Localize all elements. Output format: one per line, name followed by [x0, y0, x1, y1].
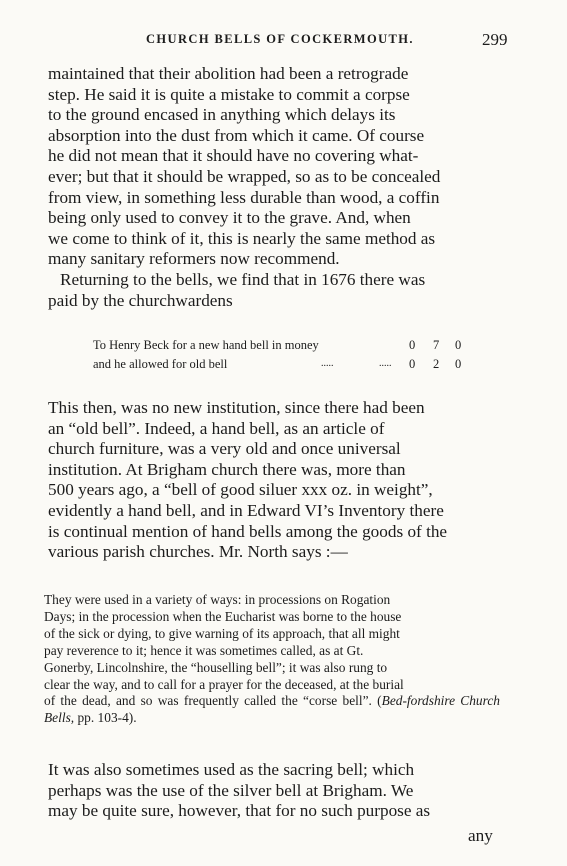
text-line: This then, was no new institution, since there had been: [48, 398, 425, 417]
block-quotation: [44, 592, 500, 727]
text-line: an “old bell”. Indeed, a hand bell, as an article of: [48, 418, 385, 438]
running-title: CHURCH BELLS OF COCKERMOUTH.: [146, 32, 414, 46]
running-header: [0, 30, 567, 50]
text-line: 500 years ago, a “bell of good siluer xxx oz. in weight”,: [48, 480, 433, 500]
text-line: step. He said it is quite a mistake to commit a corpse: [48, 84, 410, 104]
quote-line: clear the way, and to call for a prayer for the deceased, at the burial: [44, 676, 404, 692]
text-line: perhaps was the use of the silver bell at Brigham. We: [48, 780, 414, 800]
paragraph-hand-bell: [48, 398, 508, 563]
ledger-amount-c: 0: [455, 338, 462, 352]
text-line: we come to think of it, this is nearly the same method as: [48, 228, 436, 248]
catchword: any: [468, 826, 493, 845]
text-line: absorption into the dust from which it came. Of course: [48, 125, 425, 145]
ledger-row: [93, 355, 473, 374]
citation-title: Bed-fordshire Church Bells,: [44, 693, 500, 726]
text-line: to the ground encased in anything which delays its: [48, 105, 396, 125]
quote-line: pay reverence to it; hence it was sometimes called, as at Gt.: [44, 642, 364, 658]
text-line: may be quite sure, however, that for no such purpose as: [48, 801, 431, 821]
paragraph-burial-practice: [48, 64, 508, 311]
text-line: from view, in something less durable than wood, a coffin: [48, 187, 440, 207]
text-line: institution. At Brigham church there was, more than: [48, 459, 406, 479]
quote-line: Days; in the procession when the Eucharist was borne to the house: [44, 608, 402, 624]
ledger-leader-dots: .....: [321, 357, 334, 369]
ledger-row: [93, 336, 473, 355]
text-line: being only used to convey it to the grave. And, when: [48, 208, 411, 228]
ledger-description: To Henry Beck for a new hand bell in money: [93, 338, 319, 352]
text-line: paid by the churchwardens: [48, 290, 233, 310]
text-line: maintained that their abolition had been a retrograde: [48, 64, 409, 83]
text-line: he did not mean that it should have no covering what-: [48, 146, 419, 166]
ledger-leader-dots: .....: [379, 357, 392, 369]
ledger-amount-b: 7: [433, 338, 440, 352]
text-line: Returning to the bells, we find that in 1676 there was: [60, 269, 426, 289]
text-line: church furniture, was a very old and once universal: [48, 439, 401, 459]
quote-line: Gonerby, Lincolnshire, the “houselling bell”; it was also rung to: [44, 659, 388, 675]
ledger-amount-a: 0: [409, 338, 416, 352]
text-line: many sanitary reformers now recommend.: [48, 249, 340, 269]
ledger-amount-a: 0: [409, 356, 416, 371]
citation-open-paren: (: [377, 693, 382, 709]
churchwardens-account: [93, 336, 473, 373]
page-number: 299: [482, 30, 508, 49]
quote-line: of the sick or dying, to give warning of its approach, that all might: [44, 625, 400, 641]
ledger-amount-b: 2: [433, 356, 440, 371]
ledger-description: and he allowed for old bell: [93, 356, 228, 371]
quote-line: [44, 693, 500, 727]
text-line: It was also sometimes used as the sacring bell; which: [48, 760, 415, 779]
citation-pages: pp. 103-4).: [74, 710, 137, 726]
ledger-amount-c: 0: [455, 356, 462, 371]
text-line: is continual mention of hand bells among the goods of the: [48, 521, 448, 541]
text-line: various parish churches. Mr. North says :—: [48, 542, 348, 562]
text-line: ever; but that it should be wrapped, so as to be concealed: [48, 166, 441, 186]
text-line: evidently a hand bell, and in Edward VI’s Inventory there: [48, 500, 444, 520]
quote-line-text: of the dead, and so was frequently called the “corse bell”.: [44, 693, 372, 709]
quote-line: They were used in a variety of ways: in processions on Rogation: [44, 592, 391, 607]
paragraph-sacring-bell: [48, 760, 508, 822]
